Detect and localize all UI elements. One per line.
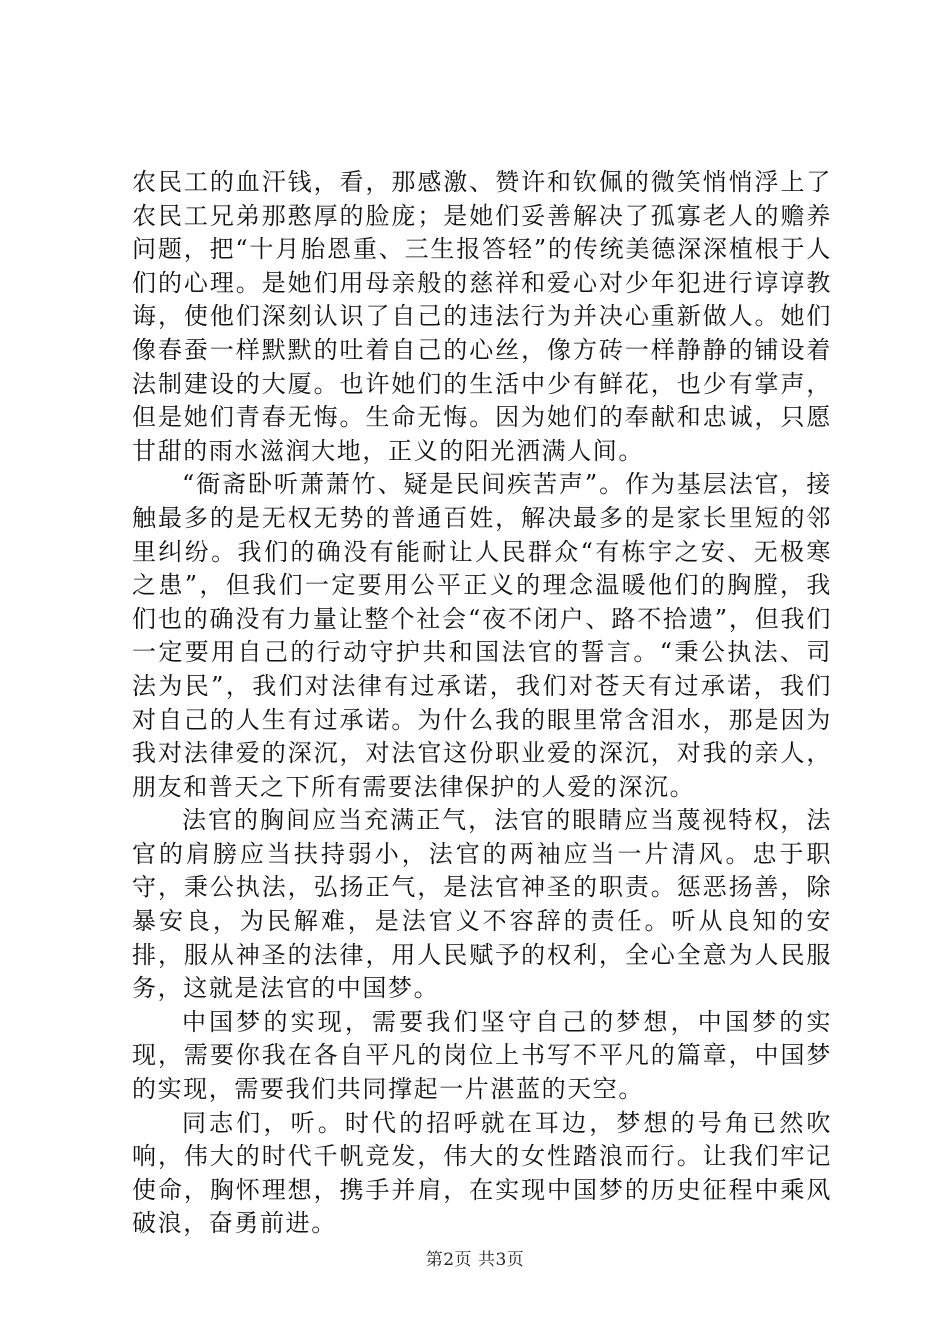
paragraph-2: “衙斋卧听萧萧竹、疑是民间疾苦声”。作为基层法官，接触最多的是无权无势的普通百姓，解决最多的是家长里短的邻里纠纷。我们的确没有能耐让人民群众“有栋宇之安、无极寒之患”，但我们一定要用公平正义的理念温暖他们的胸膛，我们也的确没有力量让整个社会“夜不闭户、路不拾遗”，但我们一定要用自己的行动守护共和国法官的誓言。“秉公执法、司法为民”，我们对法律有过承诺，我们对苍天有过承诺，我们对自己的人生有过承诺。为什么我的眼里常含泪水，那是因为我对法律爱的深沉，对法官这份职业爱的深沉，对我的亲人，朋友和普天之下所有需要法律保护的人爱的深沉。 <box>132 470 832 801</box>
paragraph-3: 法官的胸间应当充满正气，法官的眼睛应当蔑视特权，法官的肩膀应当扶持弱小，法官的两袖应当一片清风。忠于职守，秉公执法，弘扬正气，是法官神圣的职责。惩恶扬善，除暴安良，为民解难，是法官义不容辞的责任。听从良知的安排，服从神圣的法律，用人民赋予的权利，全心全意为人民服务，这就是法官的中国梦。 <box>132 806 832 1003</box>
paragraph-5: 同志们，听。时代的招呼就在耳边，梦想的号角已然吹响，伟大的时代千帆竞发，伟大的女性踏浪而行。让我们牢记使命，胸怀理想，携手并肩，在实现中国梦的历史征程中乘风破浪，奋勇前进。 <box>132 1108 832 1238</box>
paragraph-1: 农民工的血汗钱，看，那感激、赞许和钦佩的微笑悄悄浮上了农民工兄弟那憨厚的脸庞；是她们妥善解决了孤寡老人的赡养问题，把“十月胎恩重、三生报答轻”的传统美德深深植根于人们的心理。是她们用母亲般的慈祥和爱心对少年犯进行谆谆教诲，使他们深刻认识了自己的违法行为并决心重新做人。她们像春蚕一样默默的吐着自己的心丝，像方砖一样静静的铺设着法制建设的大厦。也许她们的生活中少有鲜花，也少有掌声，但是她们青春无悔。生命无悔。因为她们的奉献和忠诚，只愿甘甜的雨水滋润大地，正义的阳光洒满人间。 <box>132 168 832 465</box>
document-body <box>132 166 832 1241</box>
page-footer: 第2页 共3页 <box>425 1250 525 1270</box>
paragraph-4: 中国梦的实现，需要我们坚守自己的梦想，中国梦的实现，需要你我在各自平凡的岗位上书写不平凡的篇章，中国梦的实现，需要我们共同撑起一片湛蓝的天空。 <box>132 1007 832 1104</box>
